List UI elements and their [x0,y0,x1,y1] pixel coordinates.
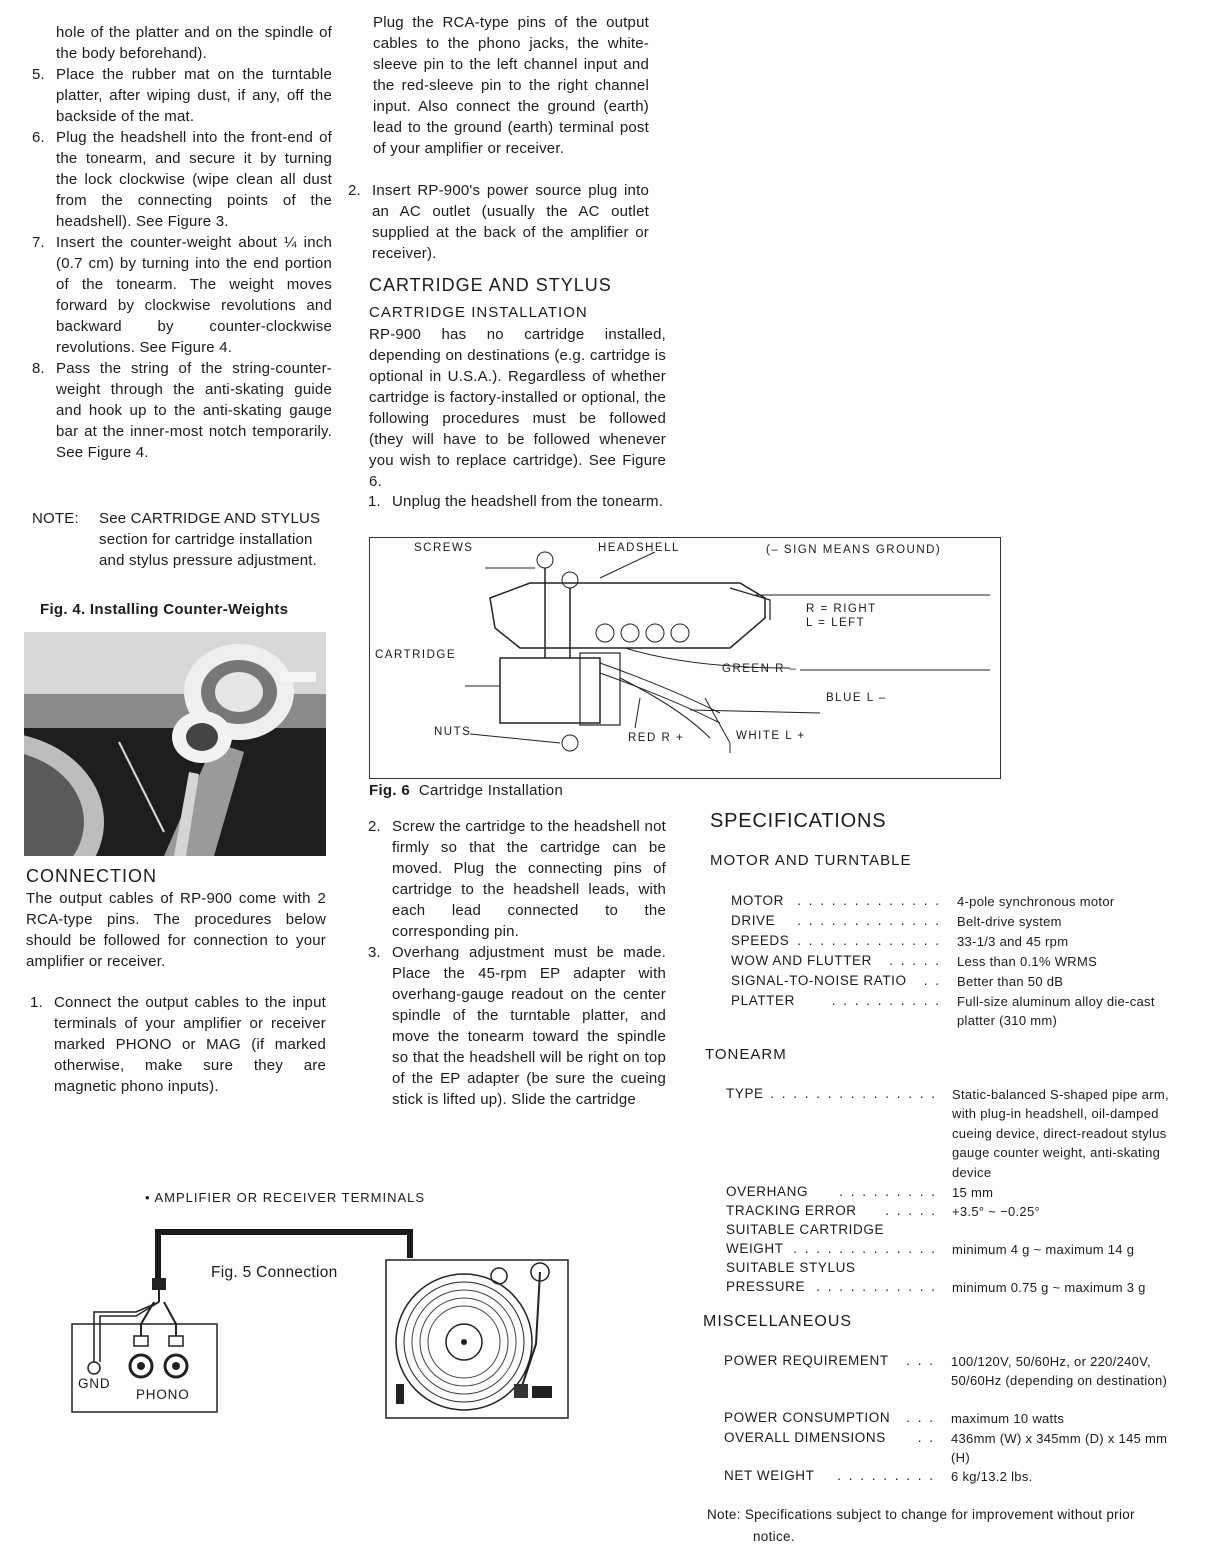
spec-leader-dots: . . . . . . . . . . . . . . . [770,1086,937,1101]
label-headshell: HEADSHELL [598,542,680,554]
install-steps [368,491,666,512]
spec-label: NET WEIGHT [724,1468,815,1483]
spec-label: SIGNAL-TO-NOISE RATIO [731,973,907,988]
headshell-drawing [370,538,1000,778]
label-green: GREEN R – [722,663,798,675]
spec-value: maximum 10 watts [951,1410,1065,1426]
fig6-caption-num: Fig. 6 [369,782,410,799]
setup-step: 8. Pass the string of the string-counter-weight through the anti-skating guide and hook up to the anti-skating gauge bar at the inner-most notch temporarily. See Figure 4. [32,360,332,461]
spec-value: Better than 50 dB [957,973,1064,989]
spec-label: PLATTER [731,993,795,1008]
cartridge-subheading: CARTRIDGE INSTALLATION [369,304,588,321]
spec-value: Full-size aluminum alloy die-cast platter (310 mm) [957,993,1155,1028]
spec-value: +3.5° ~ −0.25° [952,1203,1040,1219]
spec-value: minimum 0.75 g ~ maximum 3 g [952,1279,1146,1295]
spec-value: 4-pole synchronous motor [957,893,1115,909]
spec-value: 6 kg/13.2 lbs. [951,1468,1033,1484]
spec-label: WEIGHT [726,1241,784,1256]
connection-step: 1. Connect the output cables to the input terminals of your amplifier or receiver marked PHONO or MAG (if marked otherwise, make sure they are magnetic phono inputs). [30,994,326,1095]
install-step: 3. Overhang adjustment must be made. Place the 45-rpm EP adapter with overhang-gauge readout on the center spindle of the turntable platter, and move the tonearm toward the spindle so that the headshell will be right on top of the EP adapter (be sure the cueing stick is lifted up). Slide the cartridge [368,944,666,1108]
label-ground-sign: (– SIGN MEANS GROUND) [766,544,942,556]
label-nuts: NUTS [434,726,472,738]
note-label: NOTE: [32,510,79,527]
spec-label: SUITABLE STYLUS [726,1260,856,1275]
cartridge-heading: CARTRIDGE AND STYLUS [369,275,612,295]
note-text: See CARTRIDGE AND STYLUS section for cartridge installation and stylus pressure adjustment. [99,510,321,569]
spec-label: WOW AND FLUTTER [731,953,872,968]
spec-leader-dots: . . . . . [885,1203,937,1218]
spec-leader-dots: . . . . . . . . . . [831,993,941,1008]
label-right: R = RIGHT [806,603,877,615]
label-left: L = LEFT [806,617,866,629]
label-screws: SCREWS [414,542,474,554]
spec-label: POWER REQUIREMENT [724,1353,889,1368]
spec-label: OVERHANG [726,1184,809,1199]
fig4-caption: Fig. 4. Installing Counter-Weights [40,601,289,618]
spec-value: Static-balanced S-shaped pipe arm, with plug-in headshell, oil-damped cueing device, direct-readout stylus gauge counter weight, anti-skating device [952,1086,1169,1180]
setup-steps-list [32,64,332,463]
fig4-photo [24,632,326,856]
specs-title: SPECIFICATIONS [710,810,887,832]
spec-leader-dots: . . [923,973,941,988]
misc-heading: MISCELLANEOUS [703,1313,853,1330]
fig6-diagram [369,537,1001,779]
spec-leader-dots: . . . . . [889,953,941,968]
connection-intro: The output cables of RP-900 come with 2 RCA-type pins. The procedures below should be followed for connection to your amplifier or receiver. [26,890,326,970]
spec-leader-dots: . . . . . . . . . [837,1468,935,1483]
spec-value: 100/120V, 50/60Hz, or 220/240V, 50/60Hz (depending on destination) [951,1353,1168,1388]
spec-value: Belt-drive system [957,913,1062,929]
spec-leader-dots: . . . [906,1410,935,1425]
install-step: 2. Screw the cartridge to the headshell not firmly so that the cartridge can be moved. Plug the connecting pins of cartridge to the headshell leads, with each lead connected to the corresponding pin. [368,818,666,940]
spec-label: PRESSURE [726,1279,806,1294]
connection-steps-2 [348,180,649,264]
continuation-text: hole of the platter and on the spindle of the body beforehand). [56,24,332,62]
fig6-caption-text: Cartridge Installation [418,782,564,799]
spec-value: 33-1/3 and 45 rpm [957,933,1069,949]
spec-leader-dots: . . [917,1430,935,1445]
spec-leader-dots: . . . [906,1353,935,1368]
spec-leader-dots: . . . . . . . . . . . [816,1279,937,1294]
setup-step: 6. Plug the headshell into the front-end of the tonearm, and secure it by turning the lock clockwise (wipe clean all dust from the connecting points of the headshell). See Figure 3. [32,129,332,230]
spec-leader-dots: . . . . . . . . . . . . . [797,933,941,948]
spec-leader-dots: . . . . . . . . . [839,1184,937,1199]
spec-label: DRIVE [731,913,776,928]
fig6-caption [369,782,563,799]
fig5-gnd-label: GND [78,1376,111,1391]
specs-note-text: Note: Specifications subject to change for improvement without prior notice. [707,1507,1135,1544]
spec-label: TYPE [726,1086,764,1101]
spec-label: SPEEDS [731,933,790,948]
spec-label: MOTOR [731,893,784,908]
label-white: WHITE L + [736,730,806,742]
setup-step: 7. Insert the counter-weight about ¼ inch (0.7 cm) by turning into the end portion of the tonearm. The weight moves forward by clockwise revolutions and backward by counter-clockwise revolutions. See Figure 4. [32,234,332,356]
connection-steps [30,992,326,1097]
label-red: RED R + [628,732,685,744]
motor-heading: MOTOR AND TURNTABLE [710,852,912,869]
note-block [32,508,332,571]
tonearm-heading: TONEARM [705,1046,787,1063]
spec-value: 15 mm [952,1184,994,1200]
connection-heading: CONNECTION [26,866,157,886]
spec-leader-dots: . . . . . . . . . . . . . [793,1241,937,1256]
fig5-terminals-label: • AMPLIFIER OR RECEIVER TERMINALS [145,1190,426,1205]
spec-label: OVERALL DIMENSIONS [724,1430,886,1445]
connection-continued: Plug the RCA-type pins of the output cables to the phono jacks, the white-sleeve pin to the left channel input and the red-sleeve pin to the right channel input. Also connect the ground (earth) lead to the ground (earth) terminal post of your amplifier or receiver. [373,14,649,157]
connection-step: 2. Insert RP-900's power source plug into an AC outlet (usually the AC outlet supplied at the back of the amplifier or receiver). [348,182,649,262]
spec-value: minimum 4 g ~ maximum 14 g [952,1241,1135,1257]
spec-leader-dots: . . . . . . . . . . . . . [797,893,941,908]
spec-value: Less than 0.1% WRMS [957,953,1098,969]
spec-label: SUITABLE CARTRIDGE [726,1222,885,1237]
spec-label: POWER CONSUMPTION [724,1410,891,1425]
label-blue: BLUE L – [826,692,887,704]
install-text: RP-900 has no cartridge installed, depending on destinations (e.g. cartridge is optional in U.S.A.). Regardless of whether cartridge is factory-installed or optional, the following procedures must be followed (they will have to be followed whenever you wish to replace cartridge). See Figure 6. [369,326,666,490]
specs-note [707,1504,1147,1548]
spec-leader-dots: . . . . . . . . . . . . . [797,913,941,928]
install-step: 1. Unplug the headshell from the tonearm. [368,493,664,510]
setup-step: 5. Place the rubber mat on the turntable platter, after wiping dust, if any, off the backside of the mat. [32,66,332,125]
spec-value: 436mm (W) x 345mm (D) x 145 mm (H) [951,1430,1168,1465]
label-cartridge: CARTRIDGE [375,649,457,661]
fig5-phono-label: PHONO [136,1387,190,1402]
spec-label: TRACKING ERROR [726,1203,857,1218]
fig5-caption: Fig. 5 Connection [211,1264,338,1281]
install-steps-cont [368,816,666,1110]
